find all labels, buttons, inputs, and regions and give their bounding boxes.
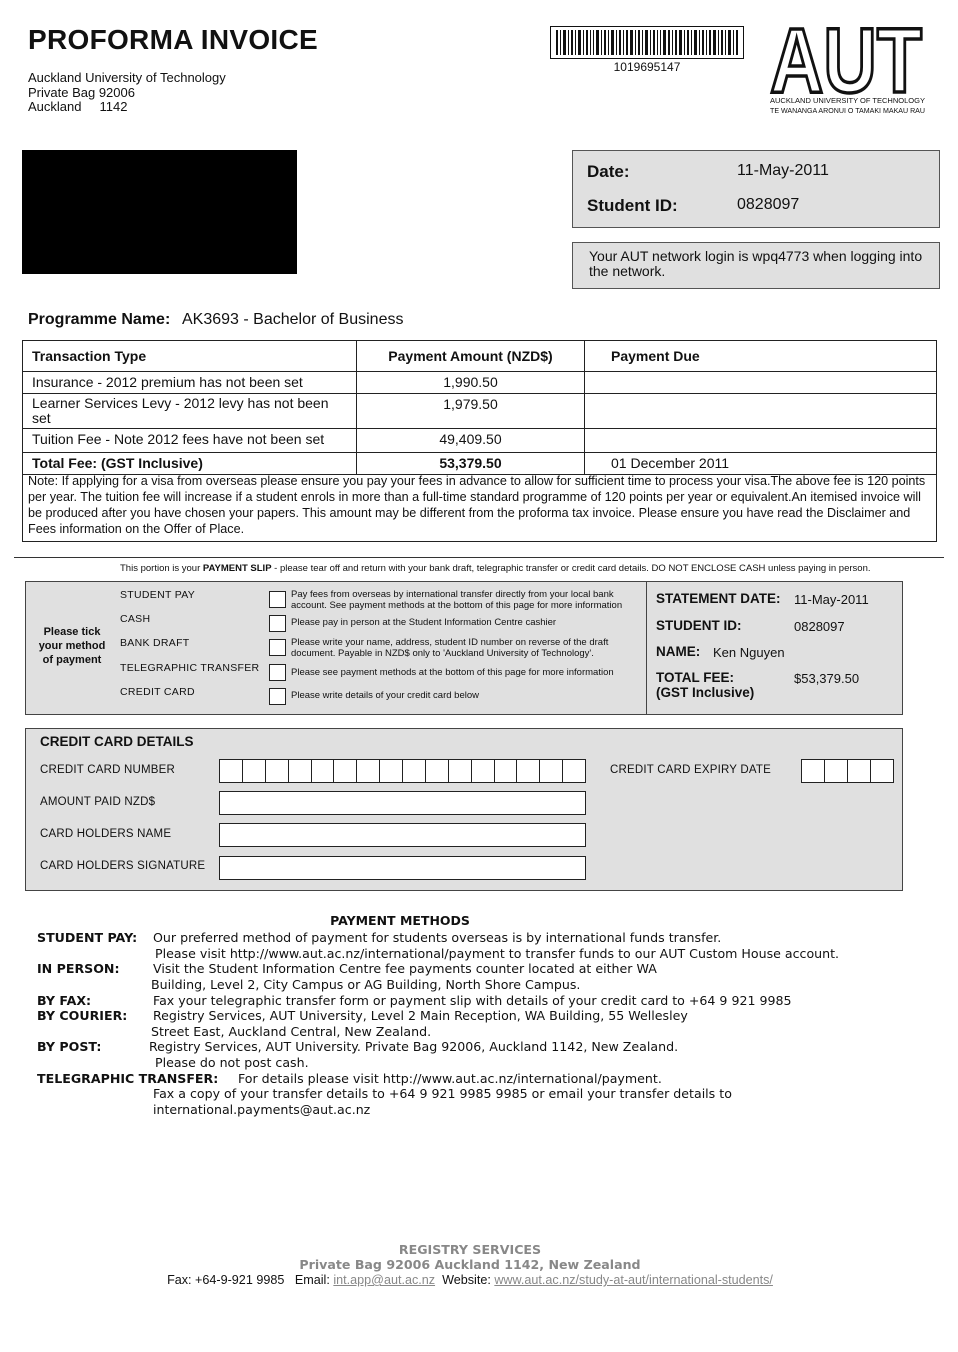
payment-amount: 1,990.50: [357, 372, 585, 394]
method-text: Please do not post cash.: [155, 1055, 309, 1070]
statement-date-label: STATEMENT DATE:: [656, 591, 781, 606]
checkbox-credit-card[interactable]: [269, 688, 286, 705]
transaction-type: Learner Services Levy - 2012 levy has not been set: [23, 394, 357, 429]
method-desc: Please see payment methods at the bottom of this page for more information: [291, 667, 614, 678]
card-holder-name-label: CARD HOLDERS NAME: [40, 828, 172, 840]
method-text: Fax a copy of your transfer details to +64 9 921 9985 9985 or email your transfer details to: [153, 1086, 732, 1101]
barcode: [550, 26, 744, 59]
address-line: Private Bag 92006: [28, 85, 135, 100]
document-title: PROFORMA INVOICE: [28, 24, 318, 55]
footer-registry: REGISTRY SERVICES: [398, 1242, 542, 1257]
checkbox-student-pay[interactable]: [269, 591, 286, 608]
caption-text: This portion is your: [120, 563, 203, 574]
method-label-telegraphic-transfer: TELEGRAPHIC TRANSFER: [120, 662, 260, 674]
slip-total-value: $53,379.50: [794, 671, 860, 686]
method-heading: TELEGRAPHIC TRANSFER:: [37, 1071, 219, 1086]
card-holder-signature-field[interactable]: [219, 856, 586, 880]
footer-email-label: Email:: [294, 1273, 330, 1287]
method-label-bank-draft: BANK DRAFT: [120, 637, 190, 649]
tear-off-line: [14, 557, 944, 558]
student-id-label: Student ID:: [587, 196, 678, 215]
footer-contact: [0, 1273, 940, 1287]
date-value: 11-May-2011: [737, 162, 829, 179]
programme-value: AK3693 - Bachelor of Business: [182, 311, 404, 328]
payment-amount: 49,409.50: [357, 429, 585, 453]
slip-divider: [646, 581, 647, 715]
fees-table: [22, 340, 937, 475]
method-text: Fax your telegraphic transfer form or payment slip with details of your credit card to +64 9 921 9985: [153, 993, 792, 1008]
card-number-label: CREDIT CARD NUMBER: [40, 764, 176, 776]
aut-logo: [768, 12, 928, 118]
transaction-type: Insurance - 2012 premium has not been set: [23, 372, 357, 394]
card-expiry-field[interactable]: [801, 759, 894, 783]
method-text: Registry Services, AUT University. Private Bag 92006, Auckland 1142, New Zealand.: [149, 1039, 679, 1054]
address-line: Auckland University of Technology: [28, 70, 226, 85]
payment-methods-title: PAYMENT METHODS: [330, 913, 470, 928]
network-login-note: Your AUT network login is wpq4773 when logging into the network.: [572, 242, 940, 289]
slip-student-id-value: 0828097: [794, 619, 845, 634]
slip-name-label: NAME:: [656, 644, 701, 659]
footer-fax: Fax: +64-9-921 9985: [167, 1273, 285, 1287]
method-heading: IN PERSON:: [37, 961, 120, 976]
payment-amount: 1,979.50: [357, 394, 585, 429]
address-line: Auckland 1142: [28, 99, 128, 114]
programme-label: Programme Name:: [28, 311, 171, 328]
method-text: Please visit http://www.aut.ac.nz/international/payment to transfer funds to our AUT Custom House account.: [155, 946, 840, 961]
svg-text:TE WANANGA ARONUI O TAMAKI MAK: TE WANANGA ARONUI O TAMAKI MAKAU RAU: [770, 106, 925, 115]
table-row: [23, 394, 937, 429]
caption-bold-text: PAYMENT SLIP: [202, 563, 272, 574]
method-text: Street East, Auckland Central, New Zealand.: [151, 1024, 432, 1039]
total-due-date: 01 December 2011: [585, 453, 937, 475]
method-heading: BY COURIER:: [37, 1008, 128, 1023]
fee-note: Note: If applying for a visa from overseas please ensure you pay your fees in advance to allow for sufficient time to process your visa.The above fee is 120 points per year. The tuition fee will increase if a student enrols in more than a full-time standard programme of 120 points per year or equivalent.An itemised invoice will be produced after you have chosen your papers. This amount may be different from the proforma tax invoice. Please ensure you have read the Disclaimer and Fees information on the Offer of Place.: [22, 472, 937, 542]
card-holder-name-field[interactable]: [219, 823, 586, 847]
column-header: Payment Due: [585, 341, 937, 372]
card-holder-signature-label: CARD HOLDERS SIGNATURE: [40, 860, 206, 872]
column-header: Payment Amount (NZD$): [357, 341, 585, 372]
method-text: Our preferred method of payment for students overseas is by international funds transfer.: [153, 930, 722, 945]
method-text: Visit the Student Information Centre fee payments counter located at either WA: [153, 961, 657, 976]
payment-due: [585, 429, 937, 453]
method-text: Building, Level 2, City Campus or AG Building, North Shore Campus.: [151, 977, 581, 992]
student-id-value: 0828097: [737, 196, 800, 213]
transaction-type: Tuition Fee - Note 2012 fees have not been set: [23, 429, 357, 453]
checkbox-cash[interactable]: [269, 615, 286, 632]
method-heading: BY POST:: [37, 1039, 102, 1054]
footer-address: Private Bag 92006 Auckland 1142, New Zealand: [299, 1257, 641, 1272]
method-text: international.payments@aut.ac.nz: [153, 1102, 371, 1117]
method-desc: Pay fees from overseas by international transfer directly from your local bank account. See payment methods at the bottom of this page for more information: [291, 589, 623, 611]
table-header-row: [23, 341, 937, 372]
slip-total-label: TOTAL FEE:: [656, 670, 735, 685]
table-row: [23, 429, 937, 453]
method-label-student-pay: STUDENT PAY: [120, 589, 196, 601]
caption-text: - please tear off and return with your bank draft, telegraphic transfer or credit card details. DO NOT ENCLOSE CASH unless paying in person.: [271, 563, 871, 574]
slip-total-label-gst: (GST Inclusive): [656, 685, 755, 700]
method-desc: Please pay in person at the Student Information Centre cashier: [291, 617, 557, 628]
method-desc: Please write details of your credit card below: [291, 690, 479, 701]
credit-card-title: CREDIT CARD DETAILS: [40, 734, 194, 749]
footer-email-link[interactable]: int.app@aut.ac.nz: [333, 1273, 436, 1287]
checkbox-bank-draft[interactable]: [269, 639, 286, 656]
method-heading: STUDENT PAY:: [37, 930, 138, 945]
method-text: For details please visit http://www.aut.ac.nz/international/payment.: [238, 1071, 662, 1086]
checkbox-telegraphic-transfer[interactable]: [269, 664, 286, 681]
total-label: Total Fee: (GST Inclusive): [23, 453, 357, 475]
footer-website-link[interactable]: www.aut.ac.nz/study-at-aut/international-students/: [494, 1273, 773, 1287]
redacted-address-block: [22, 150, 297, 274]
barcode-number: 1019695147: [613, 60, 681, 74]
barcode-icon: [551, 27, 743, 58]
column-header: Transaction Type: [23, 341, 357, 372]
method-label-cash: CASH: [120, 613, 151, 625]
card-number-field[interactable]: [219, 759, 586, 783]
card-expiry-label: CREDIT CARD EXPIRY DATE: [610, 764, 771, 776]
payment-slip-caption: [120, 563, 871, 574]
svg-text:AUCKLAND UNIVERSITY OF TECHNOL: AUCKLAND UNIVERSITY OF TECHNOLOGY: [770, 96, 926, 105]
slip-name-value: Ken Nguyen: [713, 645, 785, 660]
method-label-credit-card: CREDIT CARD: [120, 686, 195, 698]
total-amount: 53,379.50: [357, 453, 585, 475]
method-heading: BY FAX:: [37, 993, 92, 1008]
method-desc: Please write your name, address, student ID number on reverse of the draft document. Payable in NZD$ only to 'Auckland University of Technology'.: [291, 637, 609, 659]
date-label: Date:: [587, 162, 630, 181]
method-text: Registry Services, AUT University, Level 2 Main Reception, WA Building, 55 Wellesley: [153, 1008, 688, 1023]
amount-paid-label: AMOUNT PAID NZD$: [40, 796, 156, 808]
table-row: [23, 372, 937, 394]
payment-due: [585, 394, 937, 429]
slip-student-id-label: STUDENT ID:: [656, 618, 742, 633]
tick-instruction: Please tick your method of payment: [38, 626, 106, 666]
footer-website-label: Website:: [442, 1273, 491, 1287]
amount-paid-field[interactable]: [219, 791, 586, 815]
svg-text:AUT: AUT: [770, 12, 922, 112]
payment-due: [585, 372, 937, 394]
statement-date-value: 11-May-2011: [794, 592, 869, 607]
